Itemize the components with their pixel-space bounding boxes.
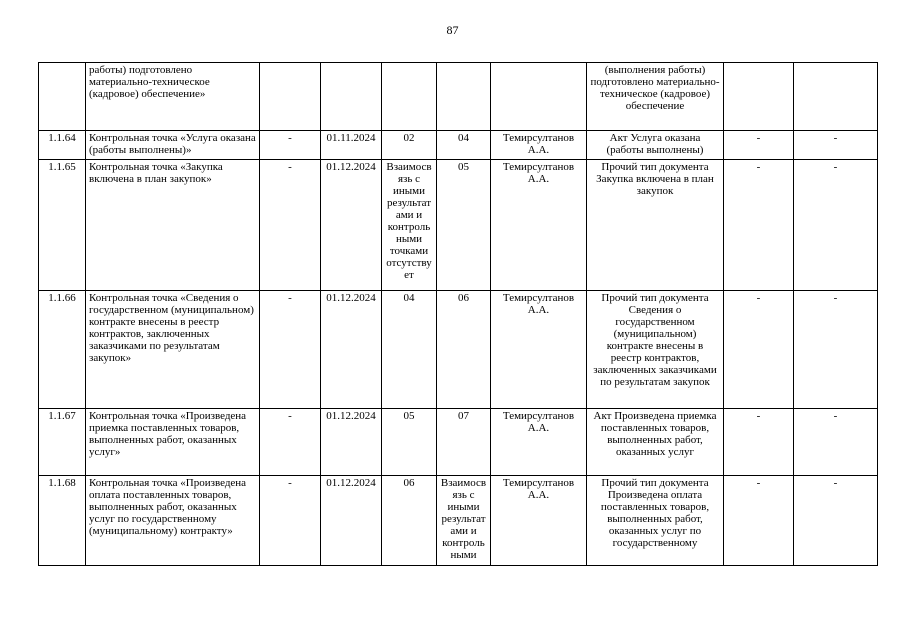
cell-col10: -: [794, 160, 878, 291]
table-row: [39, 409, 878, 476]
row-number: 1.1.67: [39, 409, 86, 476]
cell-col6: 05: [437, 160, 491, 291]
control-point-name: Контрольная точка «Произведена оплата поставленных товаров, выполненных работ, оказанных услуг по государственному (муниципальному) контракту»: [86, 476, 260, 566]
cell-col9: -: [724, 409, 794, 476]
cell-col6: Взаимосвязь с иными результатами и контрольными: [437, 476, 491, 566]
control-point-name: Контрольная точка «Произведена приемка поставленных товаров, выполненных работ, оказанных услуг»: [86, 409, 260, 476]
cell-col9: -: [724, 131, 794, 160]
cell-col5: [382, 63, 437, 131]
table-row: [39, 160, 878, 291]
cell-col5: Взаимосвязь с иными результатами и контрольными точками отсутствует: [382, 160, 437, 291]
cell-col10: -: [794, 291, 878, 409]
control-point-name: Контрольная точка «Закупка включена в план закупок»: [86, 160, 260, 291]
cell-col3: -: [260, 409, 321, 476]
cell-col9: -: [724, 291, 794, 409]
cell-responsible: Темирсултанов А.А.: [491, 160, 587, 291]
cell-date: [321, 63, 382, 131]
control-point-name: Контрольная точка «Сведения о государственном (муниципальном) контракте внесены в реестр контрактов, заключенных заказчиками по результатам закупок»: [86, 291, 260, 409]
cell-document: Прочий тип документа Сведения о государственном (муниципальном) контракте внесены в реестр контрактов, заключенных заказчиками по результатам закупок: [587, 291, 724, 409]
control-point-name: работы) подготовлено материально-техническое (кадровое) обеспечение»: [86, 63, 260, 131]
cell-col9: -: [724, 160, 794, 291]
page-number: 87: [446, 23, 459, 37]
cell-responsible: Темирсултанов А.А.: [491, 409, 587, 476]
cell-col9: -: [724, 476, 794, 566]
control-points-table: [38, 62, 878, 566]
cell-col6: 06: [437, 291, 491, 409]
row-number: 1.1.68: [39, 476, 86, 566]
cell-col6: 07: [437, 409, 491, 476]
cell-col10: [794, 63, 878, 131]
cell-col5: 05: [382, 409, 437, 476]
cell-responsible: [491, 63, 587, 131]
cell-date: 01.12.2024: [321, 409, 382, 476]
row-number: 1.1.65: [39, 160, 86, 291]
cell-col3: [260, 63, 321, 131]
cell-document: Прочий тип документа Произведена оплата поставленных товаров, выполненных работ, оказанных услуг по государственному: [587, 476, 724, 566]
cell-col3: -: [260, 291, 321, 409]
cell-date: 01.12.2024: [321, 291, 382, 409]
cell-responsible: Темирсултанов А.А.: [491, 291, 587, 409]
cell-col10: -: [794, 131, 878, 160]
cell-document: Акт Услуга оказана (работы выполнены): [587, 131, 724, 160]
cell-col9: [724, 63, 794, 131]
cell-col10: -: [794, 409, 878, 476]
cell-responsible: Темирсултанов А.А.: [491, 476, 587, 566]
cell-col10: -: [794, 476, 878, 566]
cell-date: 01.12.2024: [321, 476, 382, 566]
cell-col3: -: [260, 476, 321, 566]
cell-col6: [437, 63, 491, 131]
table-row: [39, 476, 878, 566]
cell-responsible: Темирсултанов А.А.: [491, 131, 587, 160]
cell-date: 01.12.2024: [321, 160, 382, 291]
cell-document: Прочий тип документа Закупка включена в план закупок: [587, 160, 724, 291]
table-row: [39, 291, 878, 409]
table-row: [39, 131, 878, 160]
row-number: [39, 63, 86, 131]
cell-col5: 02: [382, 131, 437, 160]
control-point-name: Контрольная точка «Услуга оказана (работы выполнены)»: [86, 131, 260, 160]
cell-col3: -: [260, 131, 321, 160]
cell-col3: -: [260, 160, 321, 291]
table-row: [39, 63, 878, 131]
cell-date: 01.11.2024: [321, 131, 382, 160]
cell-col5: 04: [382, 291, 437, 409]
row-number: 1.1.66: [39, 291, 86, 409]
cell-col5: 06: [382, 476, 437, 566]
cell-document: (выполнения работы) подготовлено материально-техническое (кадровое) обеспечение: [587, 63, 724, 131]
cell-document: Акт Произведена приемка поставленных товаров, выполненных работ, оказанных услуг: [587, 409, 724, 476]
row-number: 1.1.64: [39, 131, 86, 160]
cell-col6: 04: [437, 131, 491, 160]
